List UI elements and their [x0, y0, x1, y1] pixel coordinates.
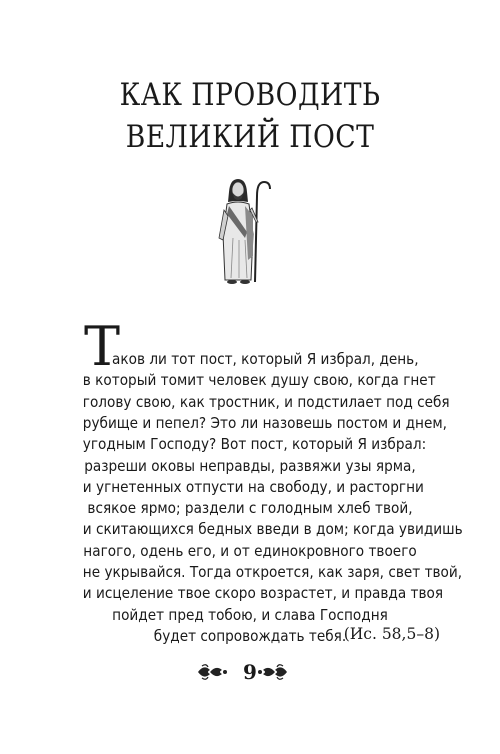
- page-footer: [0, 660, 500, 684]
- christ-with-shepherd-staff-icon: [207, 176, 277, 286]
- passage-line: нагого, одень его, и от единокровного твоего: [83, 541, 417, 560]
- passage-line: рубище и пепел? Это ли назовешь постом и днем,: [82, 413, 447, 432]
- passage-line: не укрывайся. Тогда откроется, как заря, свет твой,: [82, 563, 463, 581]
- passage-line: пойдет пред тобою, и слава Господня: [112, 605, 388, 624]
- passage-line: и скитающихся бедных введи в дом; когда увидишь: [82, 520, 463, 539]
- scripture-citation: (Ис. 58,5–8): [343, 625, 440, 643]
- chapter-title-line-1: КАК ПРОВОДИТЬ: [119, 77, 381, 113]
- passage-line: всякое ярмо; раздели с голодным хлеб твой,: [87, 499, 413, 518]
- floral-ornament-icon: [257, 662, 289, 682]
- passage-line: разреши оковы неправды, развяжи узы ярма,: [84, 456, 416, 475]
- drop-cap-letter: Т: [84, 315, 121, 378]
- chapter-title-line-2: ВЕЛИКИЙ ПОСТ: [125, 119, 375, 155]
- page-number: 9: [243, 660, 257, 684]
- passage-line: голову свою, как тростник, и подстилает под себя: [82, 392, 450, 411]
- passage-line: будет сопровождать тебя.: [153, 626, 347, 645]
- passage-first-line: аков ли тот пост, который Я избрал, день,: [112, 350, 419, 368]
- passage-line: и исцеление твое скоро возрастет, и правда твоя: [82, 584, 444, 603]
- passage-line: угодным Господу? Вот пост, который Я избрал:: [82, 435, 427, 454]
- passage-line: и угнетенных отпусти на свободу, и расторгни: [82, 477, 424, 496]
- passage-line: в который томит человек душу свою, когда гнет: [82, 371, 436, 390]
